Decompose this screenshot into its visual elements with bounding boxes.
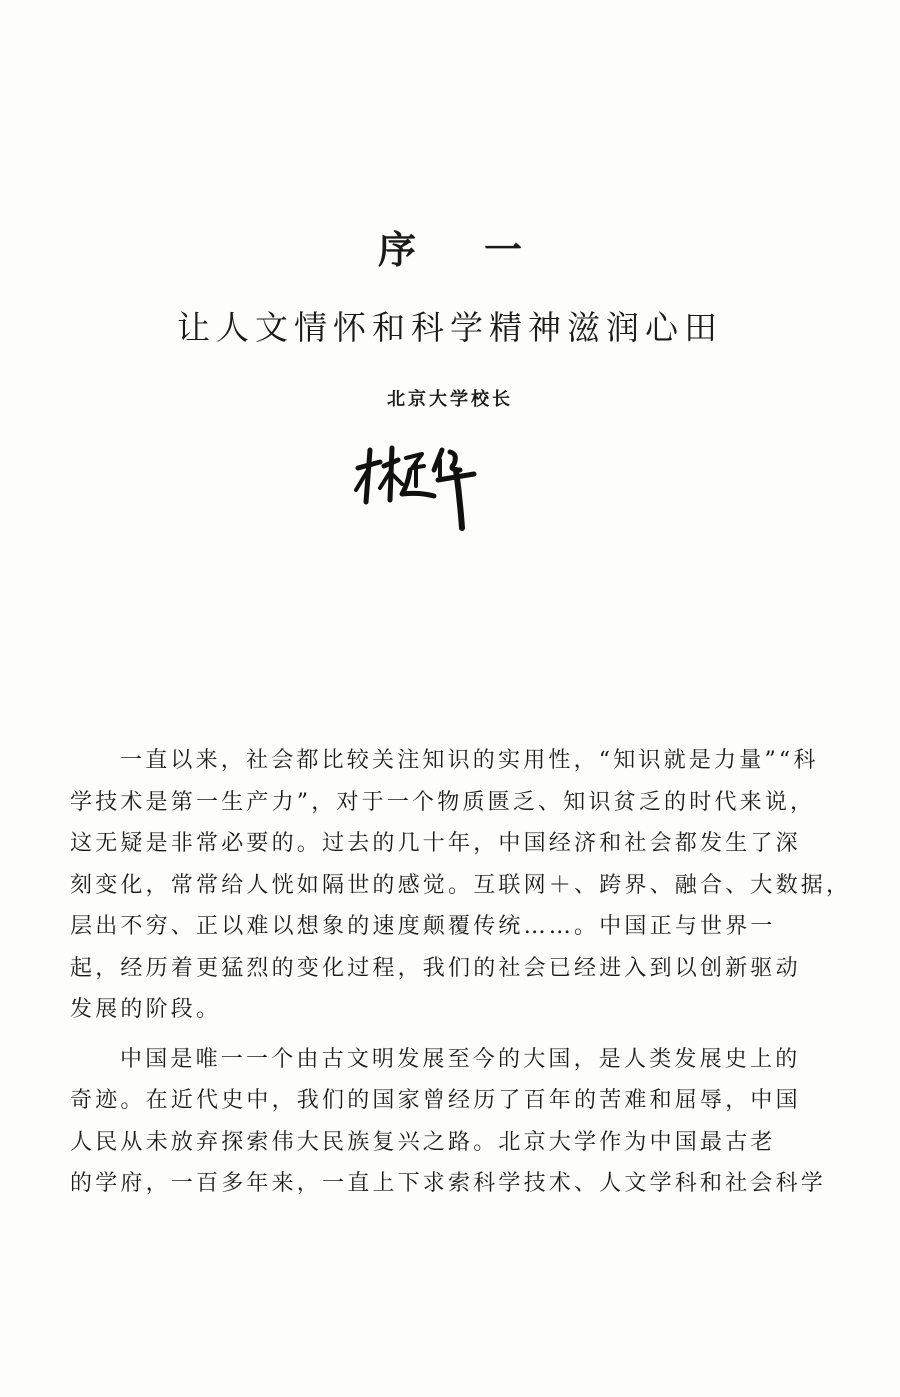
paragraph-line: 中国是唯一一个由古文明发展至今的大国，是人类发展史上的 xyxy=(120,1046,801,1072)
paragraph-line: 奇迹。在近代史中，我们的国家曾经历了百年的苦难和屈辱，中国 xyxy=(70,1088,801,1113)
author-title: 北京大学校长 xyxy=(387,389,513,410)
paragraph-line: 层出不穷、正以难以想象的速度颠覆传统……。中国正与世界一 xyxy=(70,914,776,939)
body-text xyxy=(70,740,852,1213)
paragraph-line: 人民从未放弃探索伟大民族复兴之路。北京大学作为中国最古老 xyxy=(70,1129,776,1155)
paragraph-line: 刻变化，常常给人恍如隔世的感觉。互联网＋、跨界、融合、大数据， xyxy=(70,872,852,898)
chapter-title: 序一 xyxy=(377,228,590,272)
author-signature xyxy=(350,440,490,540)
paragraph-line: 发展的阶段。 xyxy=(70,997,222,1022)
chapter-subtitle: 让人文情怀和科学精神滋润心田 xyxy=(177,308,723,347)
paragraph-line: 的学府，一百多年来，一直上下求索科学技术、人文学科和社会科学 xyxy=(70,1171,827,1196)
paragraph-1 xyxy=(70,740,852,1031)
paragraph-line: 起，经历着更猛烈的变化过程，我们的社会已经进入到以创新驱动 xyxy=(70,955,801,981)
paragraph-line: 这无疑是非常必要的。过去的几十年，中国经济和社会都发生了深 xyxy=(70,831,801,856)
paragraph-line: 一直以来，社会都比较关注知识的实用性，“知识就是力量”“科 xyxy=(120,748,819,773)
paragraph-line: 学技术是第一生产力”，对于一个物质匮乏、知识贫乏的时代来说， xyxy=(70,789,816,815)
paragraph-2 xyxy=(70,1039,827,1205)
